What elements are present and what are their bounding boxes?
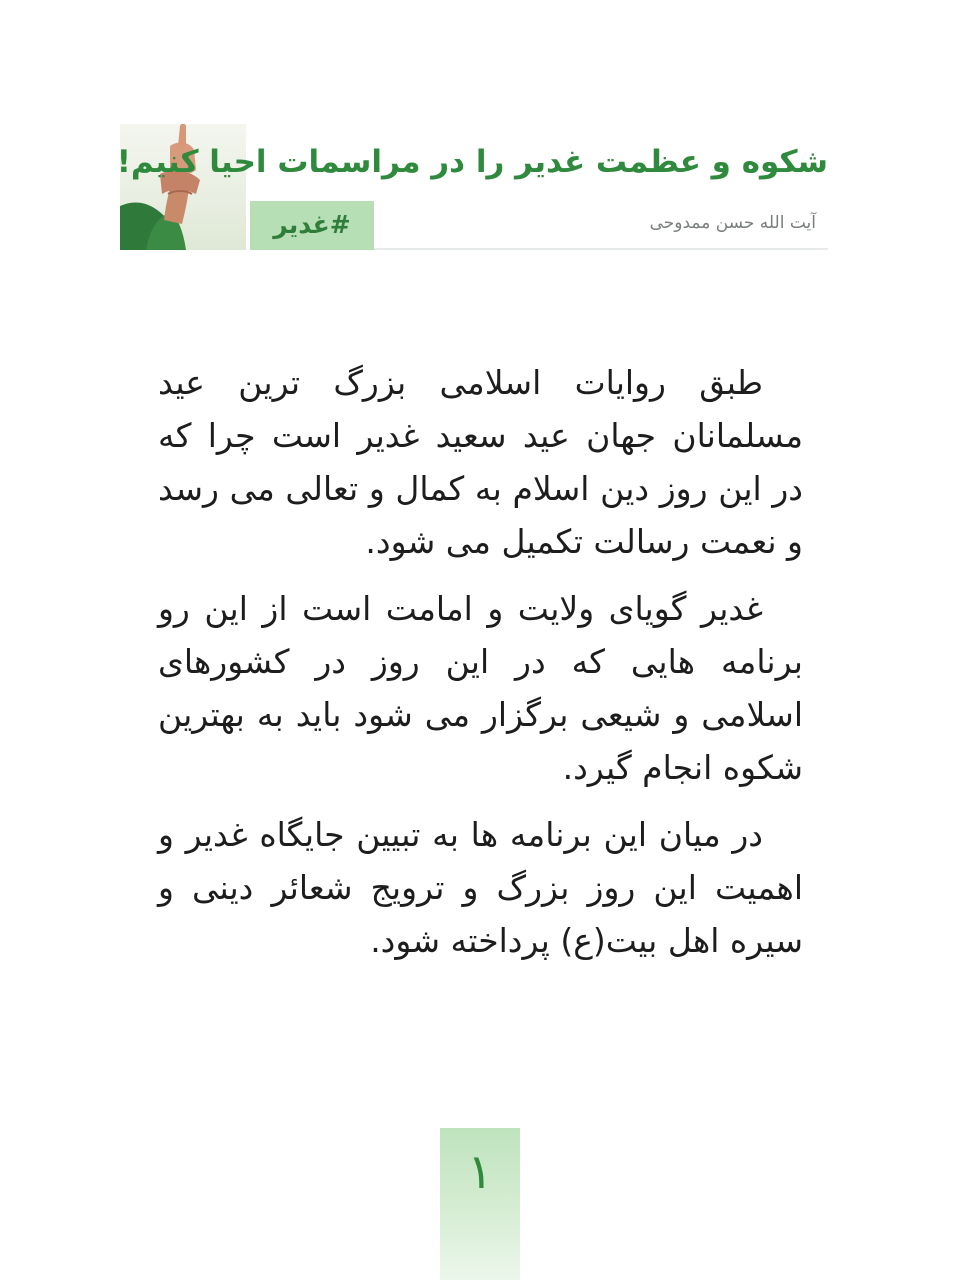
- hashtag-badge: #غدیر: [250, 201, 374, 250]
- author-name: [650, 210, 816, 236]
- page-number: ۱: [467, 1144, 493, 1200]
- page-number-box: [440, 1128, 520, 1280]
- author-text: آیت الله حسن ممدوحی: [649, 213, 816, 233]
- main-text: [158, 356, 803, 981]
- paragraph-2: غدیر گویای ولایت و امامت است از این رو برنامه هایی که در این روز در کشورهای اسلامی و شیعی برگزار می شود باید به بهترین شکوه انجام گیرد.: [158, 589, 803, 787]
- page-title: شکوه و عظمت غدیر را در مراسمات احیا کنیم!: [116, 144, 828, 180]
- paragraph-3: در میان این برنامه ها به تبیین جایگاه غدیر و اهمیت این روز بزرگ و ترویج شعائر دینی و سیره اهل بیت(ع) پرداخته شود.: [158, 815, 803, 960]
- header-divider: [374, 248, 828, 250]
- paragraph-1: طبق روایات اسلامی بزرگ ترین عید مسلمانان جهان عید سعید غدیر است چرا که در این روز دین اسلام به کمال و تعالی می رسد و نعمت رسالت تکمیل می شود.: [158, 363, 803, 561]
- header: [116, 124, 828, 250]
